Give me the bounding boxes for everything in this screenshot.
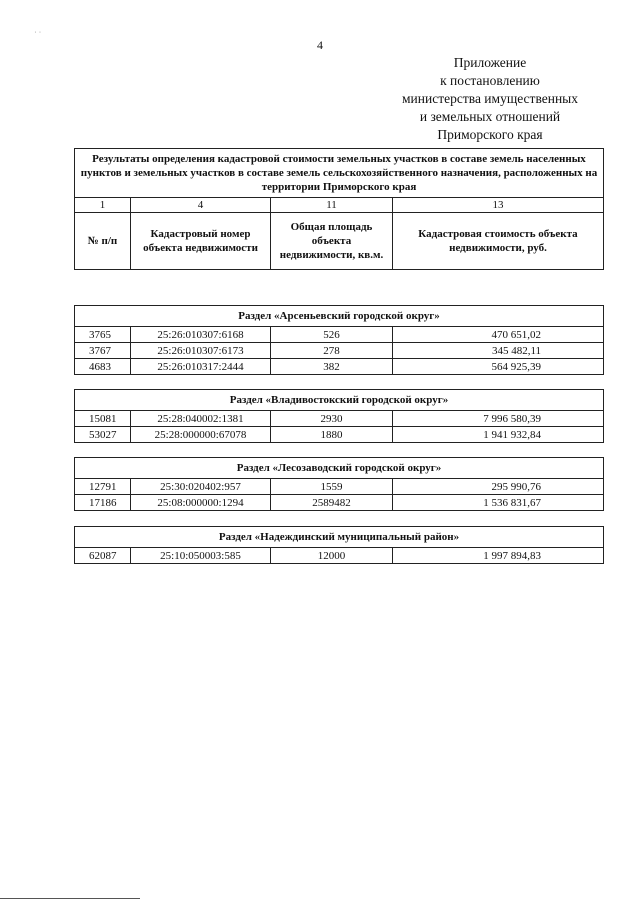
- section-title: Раздел «Надеждинский муниципальный район»: [75, 527, 604, 548]
- section-table: [74, 526, 604, 564]
- document-title: Результаты определения кадастровой стоимости земельных участков в составе земель населенных пунктов и земельных участков в составе земель сельскохозяйственного назначения, расположенных на территории Приморского края: [75, 149, 604, 198]
- col-header-cadastral-number: Кадастровый номер объекта недвижимости: [131, 213, 271, 270]
- row-value: 1 997 894,83: [393, 548, 604, 564]
- row-value: 470 651,02: [393, 327, 604, 343]
- table-row: [75, 327, 604, 343]
- col-header-area: Общая площадь объекта недвижимости, кв.м.: [271, 213, 393, 270]
- row-cadastral-number: 25:26:010307:6168: [131, 327, 271, 343]
- table-row: [75, 495, 604, 511]
- appendix-line: к постановлению: [440, 73, 540, 88]
- row-index: 15081: [75, 411, 131, 427]
- col-number: 1: [75, 198, 131, 213]
- page-number: 4: [317, 38, 323, 52]
- section-table: [74, 389, 604, 443]
- row-area: 382: [271, 359, 393, 375]
- row-index: 4683: [75, 359, 131, 375]
- appendix-line: Приморского края: [437, 127, 543, 142]
- row-area: 1880: [271, 427, 393, 443]
- row-cadastral-number: 25:08:000000:1294: [131, 495, 271, 511]
- section-title: Раздел «Лесозаводский городской округ»: [75, 458, 604, 479]
- col-number: 11: [271, 198, 393, 213]
- table-row: [75, 411, 604, 427]
- row-value: 1 536 831,67: [393, 495, 604, 511]
- col-header-index: № п/п: [75, 213, 131, 270]
- section-table: [74, 305, 604, 375]
- col-number: 4: [131, 198, 271, 213]
- section-title: Раздел «Арсеньевский городской округ»: [75, 306, 604, 327]
- row-value: 7 996 580,39: [393, 411, 604, 427]
- appendix-block: [380, 54, 600, 144]
- header-table: [74, 148, 604, 270]
- row-area: 2589482: [271, 495, 393, 511]
- row-index: 62087: [75, 548, 131, 564]
- row-cadastral-number: 25:28:040002:1381: [131, 411, 271, 427]
- row-cadastral-number: 25:26:010317:2444: [131, 359, 271, 375]
- col-number: 13: [393, 198, 604, 213]
- appendix-line: министерства имущественных: [402, 91, 578, 106]
- row-index: 12791: [75, 479, 131, 495]
- row-cadastral-number: 25:26:010307:6173: [131, 343, 271, 359]
- table-row: [75, 548, 604, 564]
- row-area: 2930: [271, 411, 393, 427]
- row-index: 3767: [75, 343, 131, 359]
- row-value: 564 925,39: [393, 359, 604, 375]
- row-area: 12000: [271, 548, 393, 564]
- row-cadastral-number: 25:30:020402:957: [131, 479, 271, 495]
- row-index: 17186: [75, 495, 131, 511]
- row-area: 1559: [271, 479, 393, 495]
- row-index: 3765: [75, 327, 131, 343]
- row-value: 295 990,76: [393, 479, 604, 495]
- row-value: 345 482,11: [393, 343, 604, 359]
- appendix-line: Приложение: [453, 55, 527, 70]
- table-row: [75, 343, 604, 359]
- row-cadastral-number: 25:10:050003:585: [131, 548, 271, 564]
- row-area: 278: [271, 343, 393, 359]
- section-table: [74, 457, 604, 511]
- row-value: 1 941 932,84: [393, 427, 604, 443]
- table-row: [75, 427, 604, 443]
- row-area: 526: [271, 327, 393, 343]
- col-header-value: Кадастровая стоимость объекта недвижимости, руб.: [393, 213, 604, 270]
- scan-artifact: ˙ ˙: [34, 30, 42, 39]
- row-cadastral-number: 25:28:000000:67078: [131, 427, 271, 443]
- section-title: Раздел «Владивостокский городской округ»: [75, 390, 604, 411]
- footer-rule: [0, 898, 140, 899]
- row-index: 53027: [75, 427, 131, 443]
- appendix-line: и земельных отношений: [419, 109, 561, 124]
- table-row: [75, 359, 604, 375]
- table-row: [75, 479, 604, 495]
